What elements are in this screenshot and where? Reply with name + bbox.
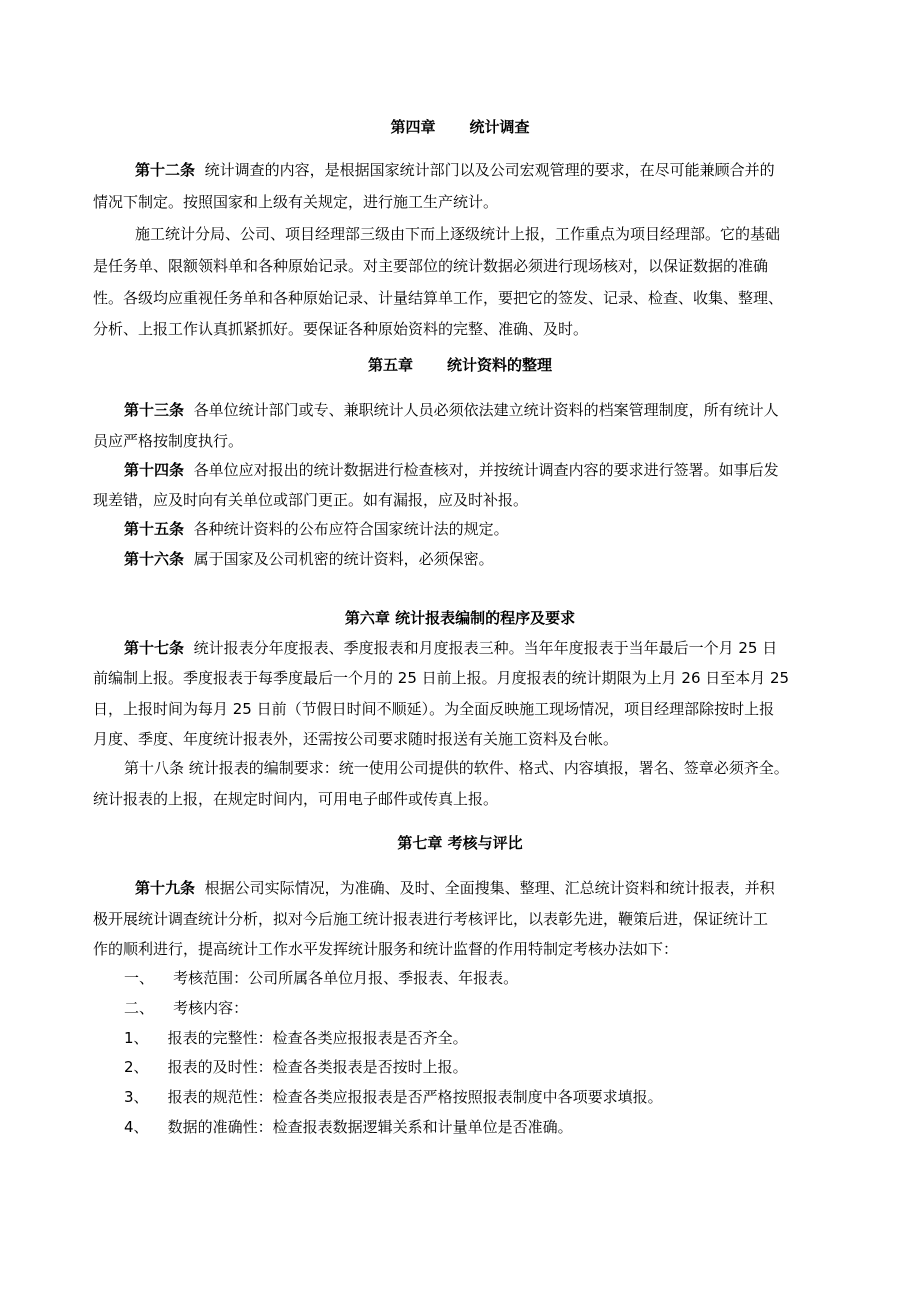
list-item: 3、 报表的规范性：检查各类应报报表是否严格按照报表制度中各项要求填报。 bbox=[124, 1088, 663, 1106]
article-17-line-3: 日，上报时间为每月 25 日前（节假日时间不顺延）。为全面反映施工现场情况，项目经理部除按时上报 bbox=[93, 700, 775, 718]
chapter-6-heading: 第六章 统计报表编制的程序及要求 bbox=[344, 609, 576, 627]
paragraph-line: 是任务单、限额领料单和各种原始记录。对主要部位的统计数据必须进行现场核对，以保证数据的准确 bbox=[93, 257, 769, 275]
list-marker: 1、 bbox=[124, 1029, 149, 1047]
chapter-number: 第四章 bbox=[390, 118, 436, 136]
article-14-line-1: 第十四条 各单位应对报出的统计数据进行检查核对，并按统计调查内容的要求进行签署。如事后发 bbox=[124, 461, 779, 479]
list-marker: 2、 bbox=[124, 1058, 149, 1076]
article-18-line-1: 第十八条 统计报表的编制要求：统一使用公司提供的软件、格式、内容填报，署名、签章必须齐全。 bbox=[124, 759, 789, 777]
list-marker: 一、 bbox=[124, 969, 155, 987]
article-19-line-3: 作的顺利进行，提高统计工作水平发挥统计服务和统计监督的作用特制定考核办法如下： bbox=[93, 940, 679, 958]
article-18-line-2: 统计报表的上报，在规定时间内，可用电子邮件或传真上报。 bbox=[93, 790, 499, 808]
paragraph-line: 施工统计分局、公司、项目经理部三级由下而上逐级统计上报，工作重点为项目经理部。它的基础 bbox=[135, 225, 781, 243]
list-item: 一、 考核范围：公司所属各单位月报、季报表、年报表。 bbox=[124, 969, 519, 987]
chapter-5-heading bbox=[0, 355, 920, 375]
list-marker: 4、 bbox=[124, 1118, 149, 1136]
chapter-number: 第五章 bbox=[367, 356, 413, 374]
article-14-line-2: 现差错，应及时向有关单位或部门更正。如有漏报，应及时补报。 bbox=[93, 491, 529, 509]
article-label: 第十九条 bbox=[135, 879, 196, 897]
article-19-line-2: 极开展统计调查统计分析，拟对今后施工统计报表进行考核评比，以表彰先进，鞭策后进，保证统计工 bbox=[93, 910, 769, 928]
chapter-4-heading bbox=[0, 117, 920, 137]
article-label: 第十三条 bbox=[124, 401, 185, 419]
article-12-line-2: 情况下制定。按照国家和上级有关规定，进行施工生产统计。 bbox=[93, 193, 499, 211]
article-label: 第十七条 bbox=[124, 639, 185, 657]
article-13-line-1: 第十三条 各单位统计部门或专、兼职统计人员必须依法建立统计资料的档案管理制度，所有统计人 bbox=[124, 401, 779, 419]
list-item: 2、 报表的及时性：检查各类报表是否按时上报。 bbox=[124, 1058, 468, 1076]
article-label: 第十六条 bbox=[124, 550, 185, 568]
chapter-title: 统计调查 bbox=[469, 118, 530, 136]
chapter-title: 统计资料的整理 bbox=[447, 356, 553, 374]
list-item: 二、 考核内容： bbox=[124, 999, 249, 1017]
article-label: 第十四条 bbox=[124, 461, 185, 479]
article-label: 第十五条 bbox=[124, 520, 185, 538]
list-item: 4、 数据的准确性：检查报表数据逻辑关系和计量单位是否准确。 bbox=[124, 1118, 573, 1136]
article-17-line-4: 月度、季度、年度统计报表外，还需按公司要求随时报送有关施工资料及台帐。 bbox=[93, 730, 619, 748]
paragraph-line: 分析、上报工作认真抓紧抓好。要保证各种原始资料的完整、准确、及时。 bbox=[93, 320, 589, 338]
chapter-7-heading: 第七章 考核与评比 bbox=[397, 834, 523, 852]
paragraph-line: 性。各级均应重视任务单和各种原始记录、计量结算单工作，要把它的签发、记录、检查、收集、整理、 bbox=[93, 289, 784, 307]
article-17-line-1: 第十七条 统计报表分年度报表、季度报表和月度报表三种。当年年度报表于当年最后一个月 25 日 bbox=[124, 639, 778, 657]
article-label: 第十二条 bbox=[135, 161, 196, 179]
list-marker: 二、 bbox=[124, 999, 155, 1017]
article-15: 第十五条 各种统计资料的公布应符合国家统计法的规定。 bbox=[124, 520, 509, 538]
article-13-line-2: 员应严格按制度执行。 bbox=[93, 432, 244, 450]
list-item: 1、 报表的完整性：检查各类应报报表是否齐全。 bbox=[124, 1029, 468, 1047]
article-19-line-1: 第十九条 根据公司实际情况，为准确、及时、全面搜集、整理、汇总统计资料和统计报表，并积 bbox=[135, 879, 775, 897]
article-17-line-2: 前编制上报。季度报表于每季度最后一个月的 25 日前上报。月度报表的统计期限为上月 26 日至本月 25 bbox=[93, 669, 790, 687]
article-12-line-1: 第十二条 统计调查的内容，是根据国家统计部门以及公司宏观管理的要求，在尽可能兼顾合并的 bbox=[135, 161, 775, 179]
list-marker: 3、 bbox=[124, 1088, 149, 1106]
article-16: 第十六条 属于国家及公司机密的统计资料，必须保密。 bbox=[124, 550, 494, 568]
